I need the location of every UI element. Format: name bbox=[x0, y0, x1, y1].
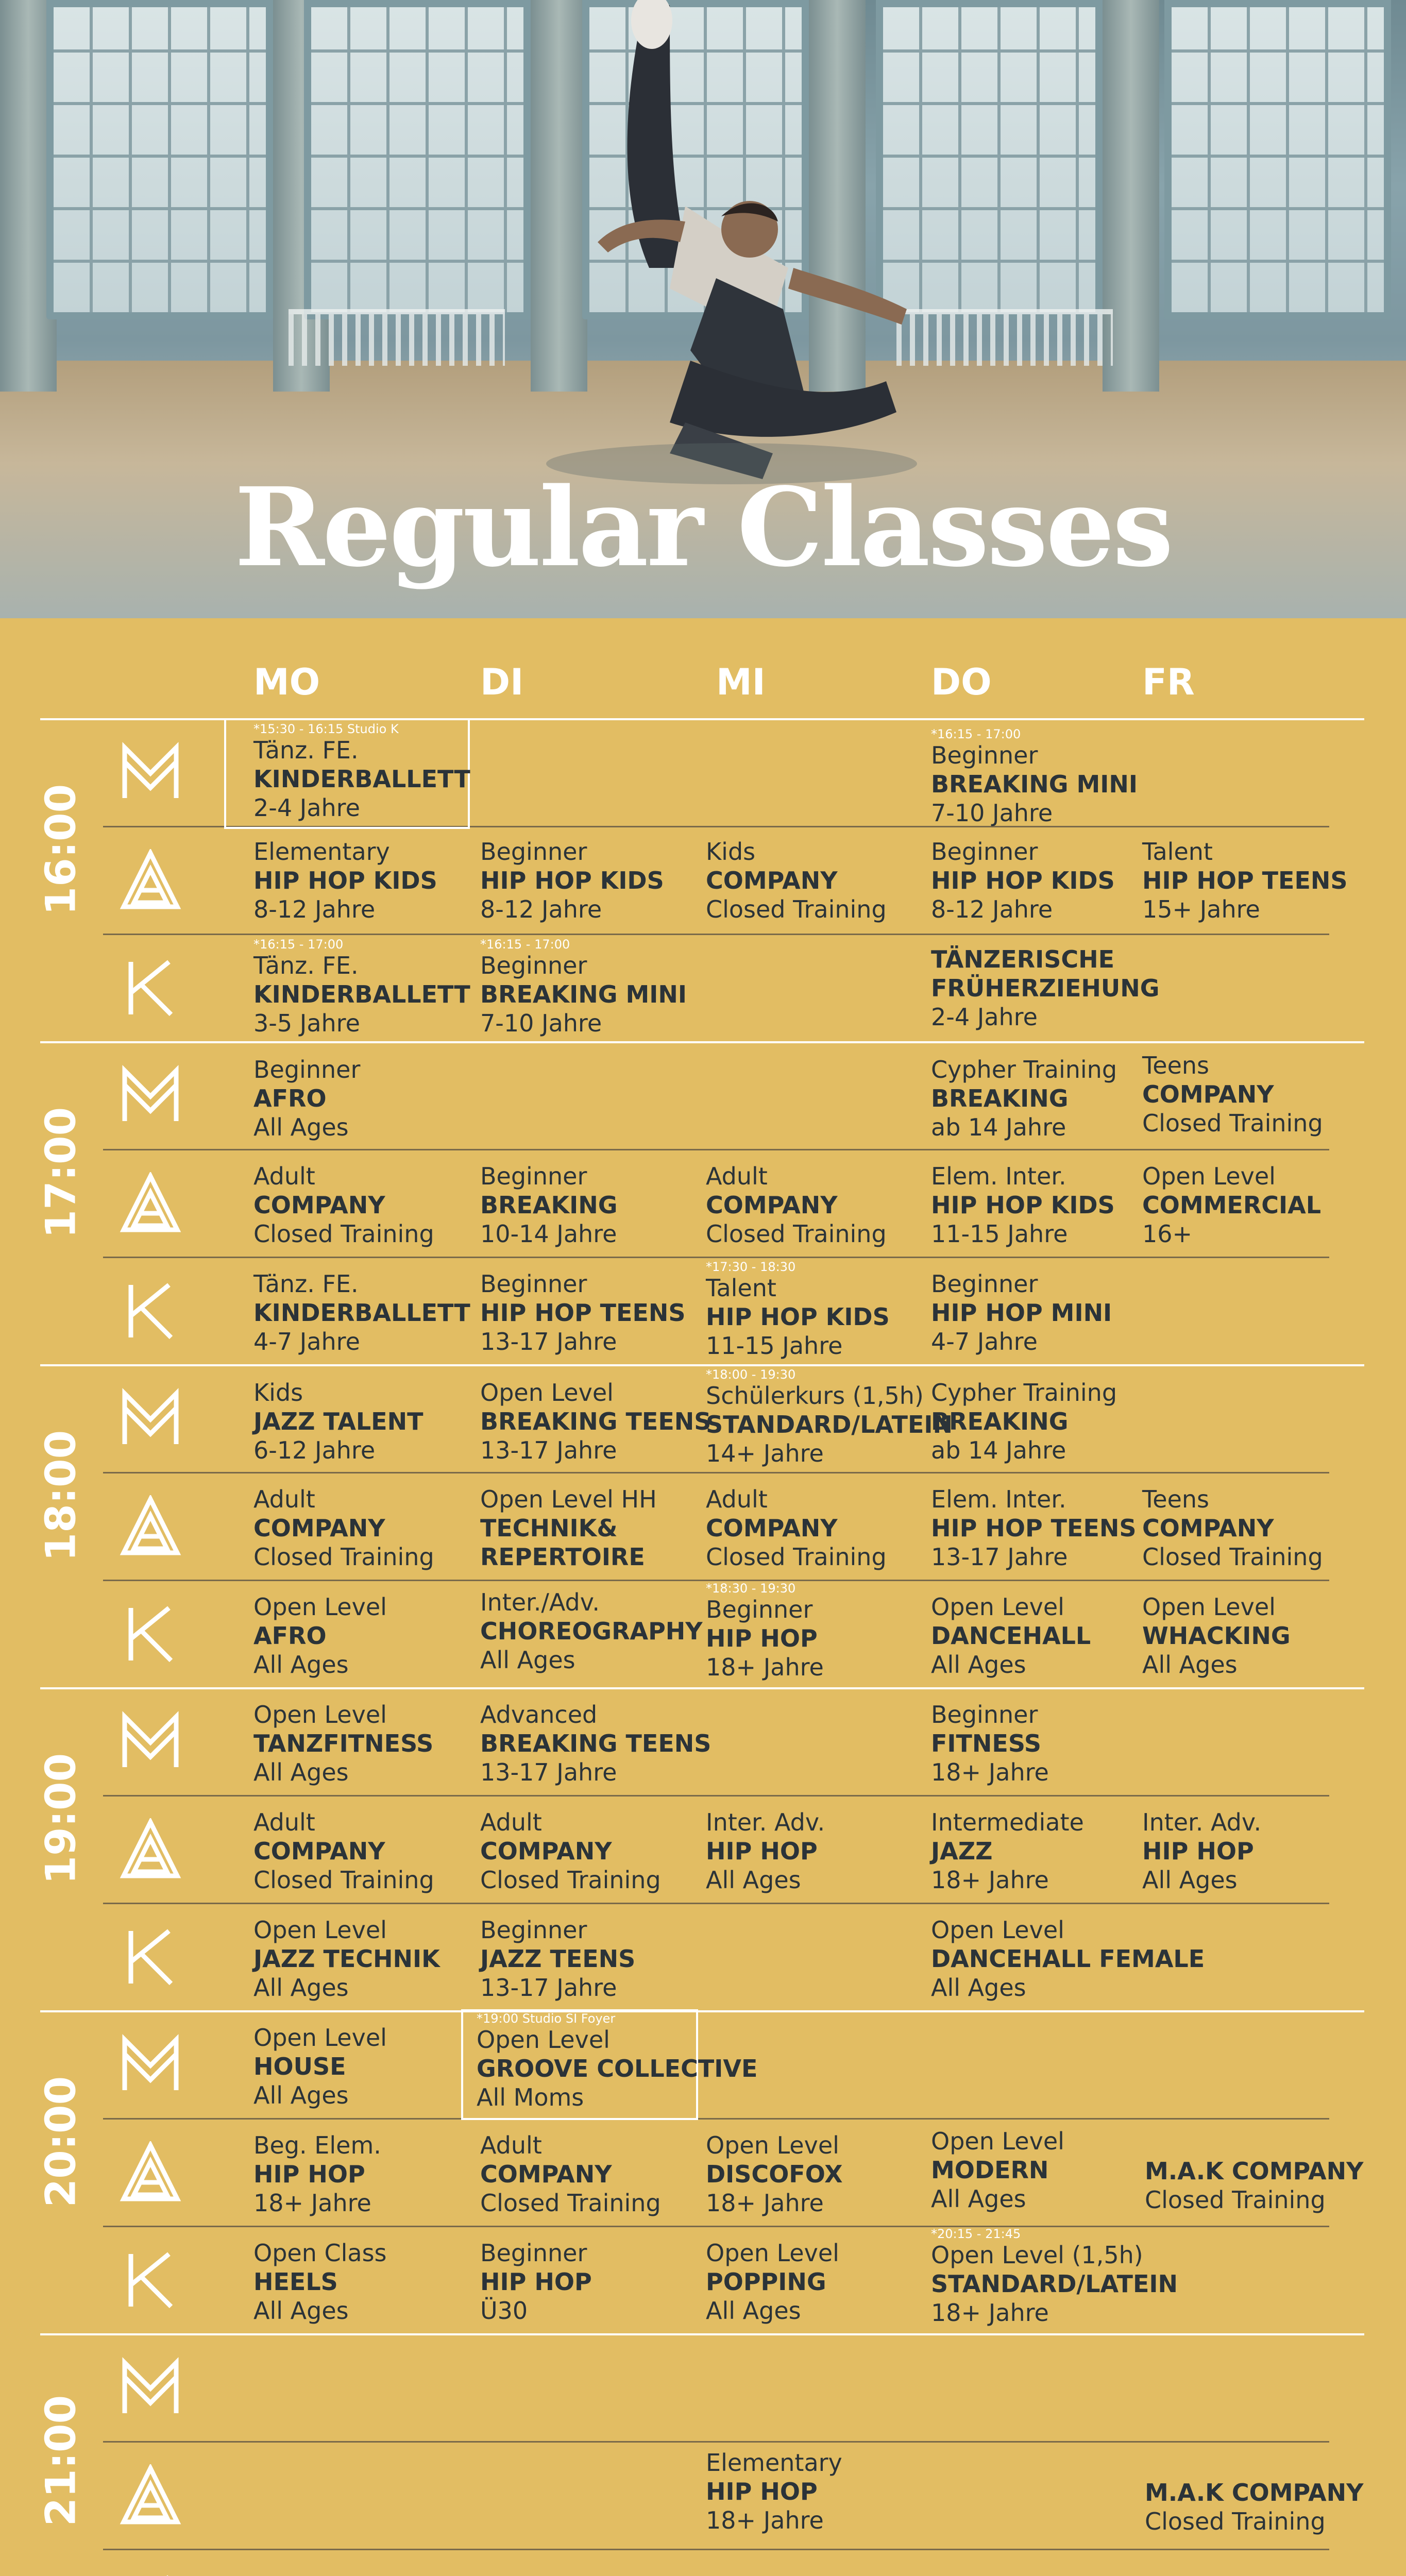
class-cell[interactable]: Cypher Training BREAKING ab 14 Jahre bbox=[931, 1056, 1117, 1141]
day-header-mi: MI bbox=[716, 661, 766, 703]
class-cell[interactable]: Open Level COMMERCIAL 16+ bbox=[1142, 1162, 1322, 1248]
class-cell[interactable]: Beginner HIP HOP KIDS 8-12 Jahre bbox=[480, 838, 664, 923]
time-label-20: 20:00 bbox=[37, 2076, 85, 2208]
studio-divider bbox=[103, 1795, 1329, 1797]
class-cell[interactable]: Beg. Elem. HIP HOP 18+ Jahre bbox=[253, 2131, 381, 2217]
class-cell[interactable]: Beginner HIP HOP Ü30 bbox=[480, 2239, 592, 2325]
studio-k-icon bbox=[120, 2249, 181, 2311]
hero-title: Regular Classes bbox=[234, 464, 1172, 591]
studio-m-icon bbox=[120, 1064, 181, 1126]
class-cell[interactable]: Beginner HIP HOP MINI 4-7 Jahre bbox=[931, 1270, 1112, 1355]
class-cell[interactable]: TÄNZERISCHE FRÜHERZIEHUNG 2-4 Jahre bbox=[931, 945, 1160, 1031]
time-label-19: 19:00 bbox=[37, 1753, 85, 1885]
class-cell[interactable]: Beginner HIP HOP TEENS 13-17 Jahre bbox=[480, 1270, 686, 1355]
studio-divider bbox=[103, 1257, 1329, 1258]
class-cell[interactable]: Open Level DANCEHALL FEMALE All Ages bbox=[931, 1916, 1205, 2002]
time-label-16: 16:00 bbox=[37, 784, 85, 916]
class-cell[interactable]: *16:15 - 17:00 Beginner BREAKING MINI 7-10 Jahre bbox=[480, 937, 687, 1037]
class-cell[interactable]: Elementary HIP HOP KIDS 8-12 Jahre bbox=[253, 838, 437, 923]
class-cell[interactable]: Kids JAZZ TALENT 6-12 Jahre bbox=[253, 1379, 424, 1464]
class-cell[interactable]: Adult COMPANY Closed Training bbox=[480, 2131, 661, 2217]
day-header-do: DO bbox=[931, 661, 992, 703]
class-cell[interactable]: Adult COMPANY Closed Training bbox=[480, 1808, 661, 1894]
time-label-21: 21:00 bbox=[37, 2395, 85, 2527]
class-cell[interactable]: *16:15 - 17:00 Tänz. FE. KINDERBALLETT 3-5 Jahre bbox=[253, 937, 470, 1037]
class-cell[interactable]: Elem. Inter. HIP HOP KIDS 11-15 Jahre bbox=[931, 1162, 1115, 1248]
class-cell[interactable]: Adult COMPANY Closed Training bbox=[253, 1485, 434, 1571]
class-cell[interactable]: Elem. Inter. HIP HOP TEENS 13-17 Jahre bbox=[931, 1485, 1137, 1571]
class-cell[interactable]: Elementary HIP HOP 18+ Jahre bbox=[706, 2449, 842, 2534]
class-cell[interactable]: Beginner JAZZ TEENS 13-17 Jahre bbox=[480, 1916, 636, 2002]
class-cell[interactable]: Beginner HIP HOP KIDS 8-12 Jahre bbox=[931, 838, 1115, 923]
class-cell[interactable]: *19:00 Studio SI Foyer Open Level GROOVE COLLECTIVE All Moms bbox=[477, 2011, 758, 2111]
studio-a-icon bbox=[120, 1495, 181, 1557]
class-cell[interactable]: *18:30 - 19:30 Beginner HIP HOP 18+ Jahre bbox=[706, 1581, 824, 1681]
class-cell[interactable]: Intermediate JAZZ 18+ Jahre bbox=[931, 1808, 1084, 1894]
class-cell[interactable]: Adult COMPANY Closed Training bbox=[706, 1162, 887, 1248]
class-cell[interactable]: Cypher Training BREAKING ab 14 Jahre bbox=[931, 1379, 1117, 1464]
class-cell[interactable]: *17:30 - 18:30 Talent HIP HOP KIDS 11-15 Jahre bbox=[706, 1260, 890, 1360]
studio-a-icon bbox=[120, 2141, 181, 2203]
studio-k-icon bbox=[120, 2572, 181, 2576]
class-cell[interactable]: Open Level JAZZ TECHNIK All Ages bbox=[253, 1916, 440, 2002]
studio-k-icon bbox=[120, 1280, 181, 1342]
class-cell[interactable]: *20:15 - 21:45 Open Level (1,5h) STANDARD/LATEIN 18+ Jahre bbox=[931, 2227, 1178, 2327]
class-cell[interactable]: Open Level POPPING All Ages bbox=[706, 2239, 839, 2325]
studio-m-icon bbox=[120, 741, 181, 803]
class-cell[interactable]: Advanced BREAKING TEENS 13-17 Jahre bbox=[480, 1701, 712, 1786]
time-label-17: 17:00 bbox=[37, 1107, 85, 1239]
class-cell[interactable]: Open Level TANZFITNESS All Ages bbox=[253, 1701, 434, 1786]
studio-k-icon bbox=[120, 1603, 181, 1665]
class-cell[interactable]: M.A.K COMPANY Closed Training bbox=[1145, 2479, 1364, 2535]
studio-divider bbox=[103, 1149, 1329, 1150]
class-cell[interactable]: *15:30 - 16:15 Studio K Tänz. FE. KINDERBALLETT 2-4 Jahre bbox=[253, 722, 470, 822]
class-cell[interactable]: Open Level HH TECHNIK& REPERTOIRE bbox=[480, 1485, 657, 1571]
class-cell[interactable]: Beginner FITNESS 18+ Jahre bbox=[931, 1701, 1049, 1786]
studio-m-icon bbox=[120, 1387, 181, 1449]
class-cell[interactable]: Inter. Adv. HIP HOP All Ages bbox=[1142, 1808, 1262, 1894]
class-cell[interactable]: Tänz. FE. KINDERBALLETT 4-7 Jahre bbox=[253, 1270, 470, 1355]
studio-m-icon bbox=[120, 2033, 181, 2095]
class-cell[interactable]: Talent HIP HOP TEENS 15+ Jahre bbox=[1142, 838, 1348, 923]
day-header-fr: FR bbox=[1142, 661, 1195, 703]
class-cell[interactable]: M.A.K COMPANY Closed Training bbox=[1145, 2157, 1364, 2214]
studio-m-icon bbox=[120, 1710, 181, 1772]
class-cell[interactable]: Kids COMPANY Closed Training bbox=[706, 838, 887, 923]
class-cell[interactable]: Open Level AFRO All Ages bbox=[253, 1593, 387, 1679]
class-cell[interactable]: Beginner BREAKING 10-14 Jahre bbox=[480, 1162, 618, 1248]
studio-a-icon bbox=[120, 1172, 181, 1234]
day-header-di: DI bbox=[480, 661, 524, 703]
class-cell[interactable]: Open Level HOUSE All Ages bbox=[253, 2024, 387, 2109]
class-cell[interactable]: *18:00 - 19:30 Schülerkurs (1,5h) STANDARD/LATEIN 14+ Jahre bbox=[706, 1367, 953, 1467]
day-header-mo: MO bbox=[253, 661, 320, 703]
studio-divider bbox=[103, 2118, 1329, 2120]
studio-divider bbox=[103, 1903, 1329, 1904]
studio-divider bbox=[103, 2549, 1329, 2550]
time-label-18: 18:00 bbox=[37, 1430, 85, 1562]
hour-divider bbox=[40, 2333, 1364, 2335]
studio-divider bbox=[103, 1472, 1329, 1473]
class-cell[interactable]: Teens COMPANY Closed Training bbox=[1142, 1485, 1323, 1571]
studio-divider bbox=[103, 934, 1329, 935]
studio-divider bbox=[103, 2441, 1329, 2443]
studio-a-icon bbox=[120, 1818, 181, 1880]
class-cell[interactable]: Open Level BREAKING TEENS 13-17 Jahre bbox=[480, 1379, 712, 1464]
class-cell[interactable]: Open Level DISCOFOX 18+ Jahre bbox=[706, 2131, 843, 2217]
hour-divider bbox=[40, 1687, 1364, 1689]
studio-k-icon bbox=[120, 957, 181, 1019]
class-cell[interactable]: Adult COMPANY Closed Training bbox=[706, 1485, 887, 1571]
class-cell[interactable]: *16:15 - 17:00 Beginner BREAKING MINI 7-10 Jahre bbox=[931, 727, 1138, 827]
class-cell[interactable]: Open Class HEELS All Ages bbox=[253, 2239, 387, 2325]
studio-k-icon bbox=[120, 1926, 181, 1988]
class-cell[interactable]: Adult COMPANY Closed Training bbox=[253, 1162, 434, 1248]
class-cell[interactable]: Teens COMPANY Closed Training bbox=[1142, 1052, 1323, 1137]
studio-a-icon bbox=[120, 849, 181, 911]
class-cell[interactable]: Inter. Adv. HIP HOP All Ages bbox=[706, 1808, 825, 1894]
studio-m-icon bbox=[120, 2357, 181, 2418]
class-cell[interactable]: Adult COMPANY Closed Training bbox=[253, 1808, 434, 1894]
hero-image bbox=[0, 0, 1406, 618]
class-cell[interactable]: Open Level MODERN All Ages bbox=[931, 2127, 1064, 2213]
studio-a-icon bbox=[120, 2464, 181, 2526]
class-cell[interactable]: Beginner AFRO All Ages bbox=[253, 1056, 361, 1141]
class-cell[interactable]: Inter./Adv. CHOREOGRAPHY All Ages bbox=[480, 1588, 703, 1674]
hour-divider bbox=[40, 1041, 1364, 1043]
class-cell[interactable]: Open Level WHACKING All Ages bbox=[1142, 1593, 1291, 1679]
hour-divider bbox=[40, 1364, 1364, 1366]
class-cell[interactable]: Open Level DANCEHALL All Ages bbox=[931, 1593, 1091, 1679]
